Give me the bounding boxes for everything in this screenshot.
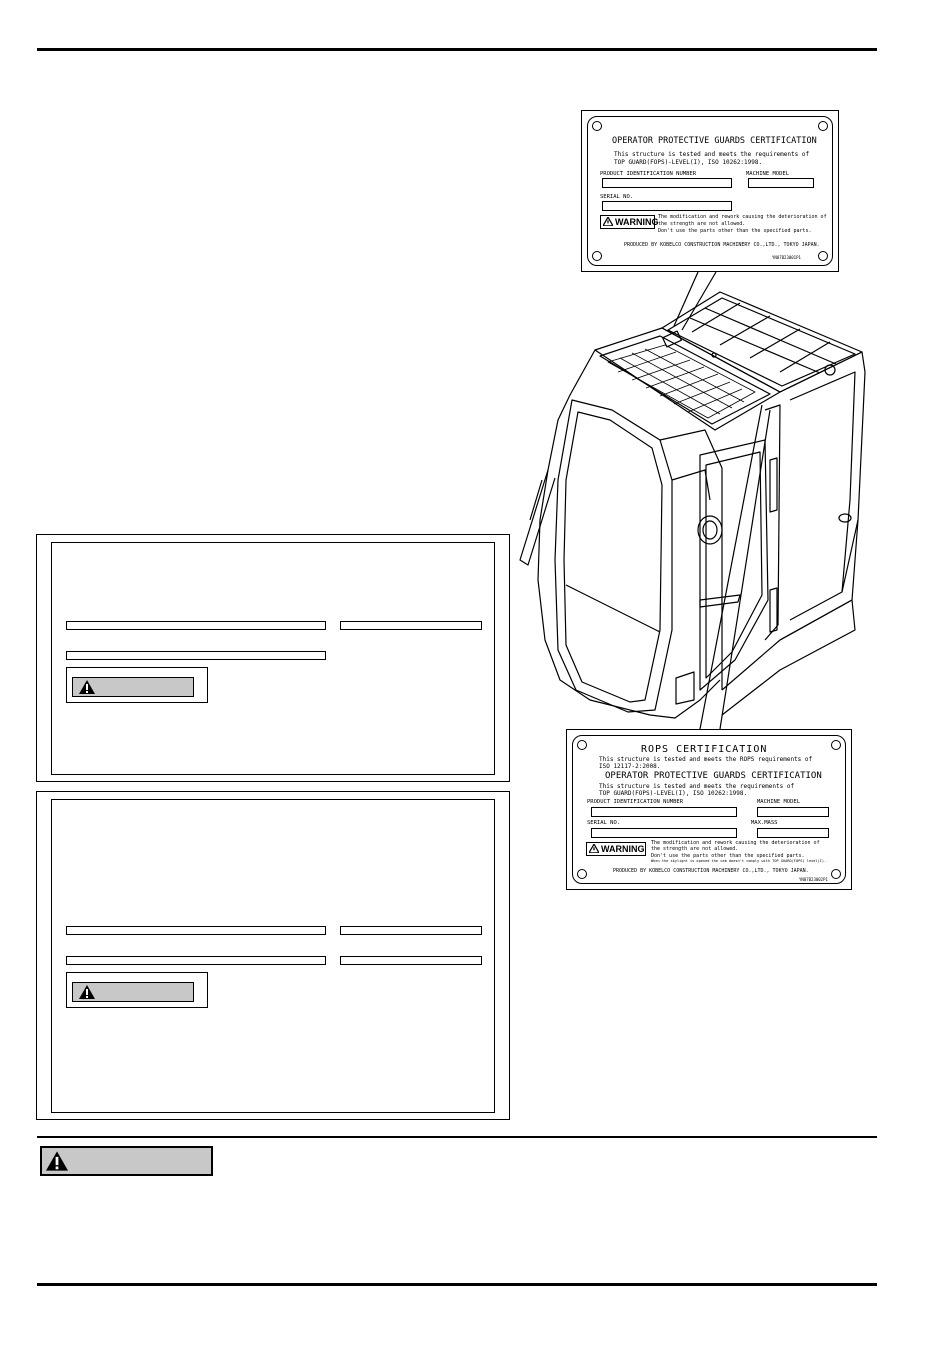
mass-label: MAX.MASS: [751, 820, 778, 826]
plate-line: TOP GUARD(FOPS)-LEVEL(I), ISO 10262:1998.: [599, 790, 748, 797]
produced-by: PRODUCED BY KOBELCO CONSTRUCTION MACHINERY CO.,LTD., TOKYO JAPAN.: [613, 868, 809, 874]
plate-title-2: OPERATOR PROTECTIVE GUARDS CERTIFICATION: [605, 771, 822, 781]
plate-line: This structure is tested and meets the requirements of: [599, 783, 795, 790]
warning-tag: WARNING: [600, 215, 655, 229]
warning-line: The modification and rework causing the deterioration of: [651, 840, 820, 846]
warning-tag: WARNING: [586, 842, 646, 856]
warning-line: When the skylight is opened the cab doesn't comply with TOP GUARD(FOPS) level(I).: [651, 859, 827, 863]
pin-label: PRODUCT IDENTIFICATION NUMBER: [587, 799, 684, 805]
plate-line: TOP GUARD(FOPS)-LEVEL(I), ISO 10262:1998.: [614, 159, 763, 166]
warning-line: Don't use the parts other than the specified parts.: [658, 228, 812, 234]
plate-code: YN07B23002P1: [799, 877, 828, 882]
serial-label: SERIAL NO.: [600, 194, 634, 200]
pin-label: PRODUCT IDENTIFICATION NUMBER: [600, 171, 697, 177]
plate-title: ROPS CERTIFICATION: [641, 744, 768, 755]
plate-line: ISO 12117-2:2008.: [599, 763, 661, 770]
warning-line: the strength are not allowed.: [651, 846, 739, 852]
warning-line: The modification and rework causing the deterioration of: [658, 214, 827, 220]
warning-line: Don't use the parts other than the specified parts.: [651, 853, 805, 859]
plate-code: YN07B23001P1: [772, 255, 801, 260]
model-label: MACHINE MODEL: [757, 799, 801, 805]
warning-line: the strength are not allowed.: [658, 221, 746, 227]
model-label: MACHINE MODEL: [746, 171, 790, 177]
produced-by: PRODUCED BY KOBELCO CONSTRUCTION MACHINERY CO.,LTD., TOKYO JAPAN.: [624, 242, 820, 248]
plate-line: This structure is tested and meets the requirements of: [614, 151, 810, 158]
plate-title: OPERATOR PROTECTIVE GUARDS CERTIFICATION: [612, 136, 817, 146]
serial-label: SERIAL NO.: [587, 820, 621, 826]
plate-line: This structure is tested and meets the ROPS requirements of: [599, 756, 813, 763]
